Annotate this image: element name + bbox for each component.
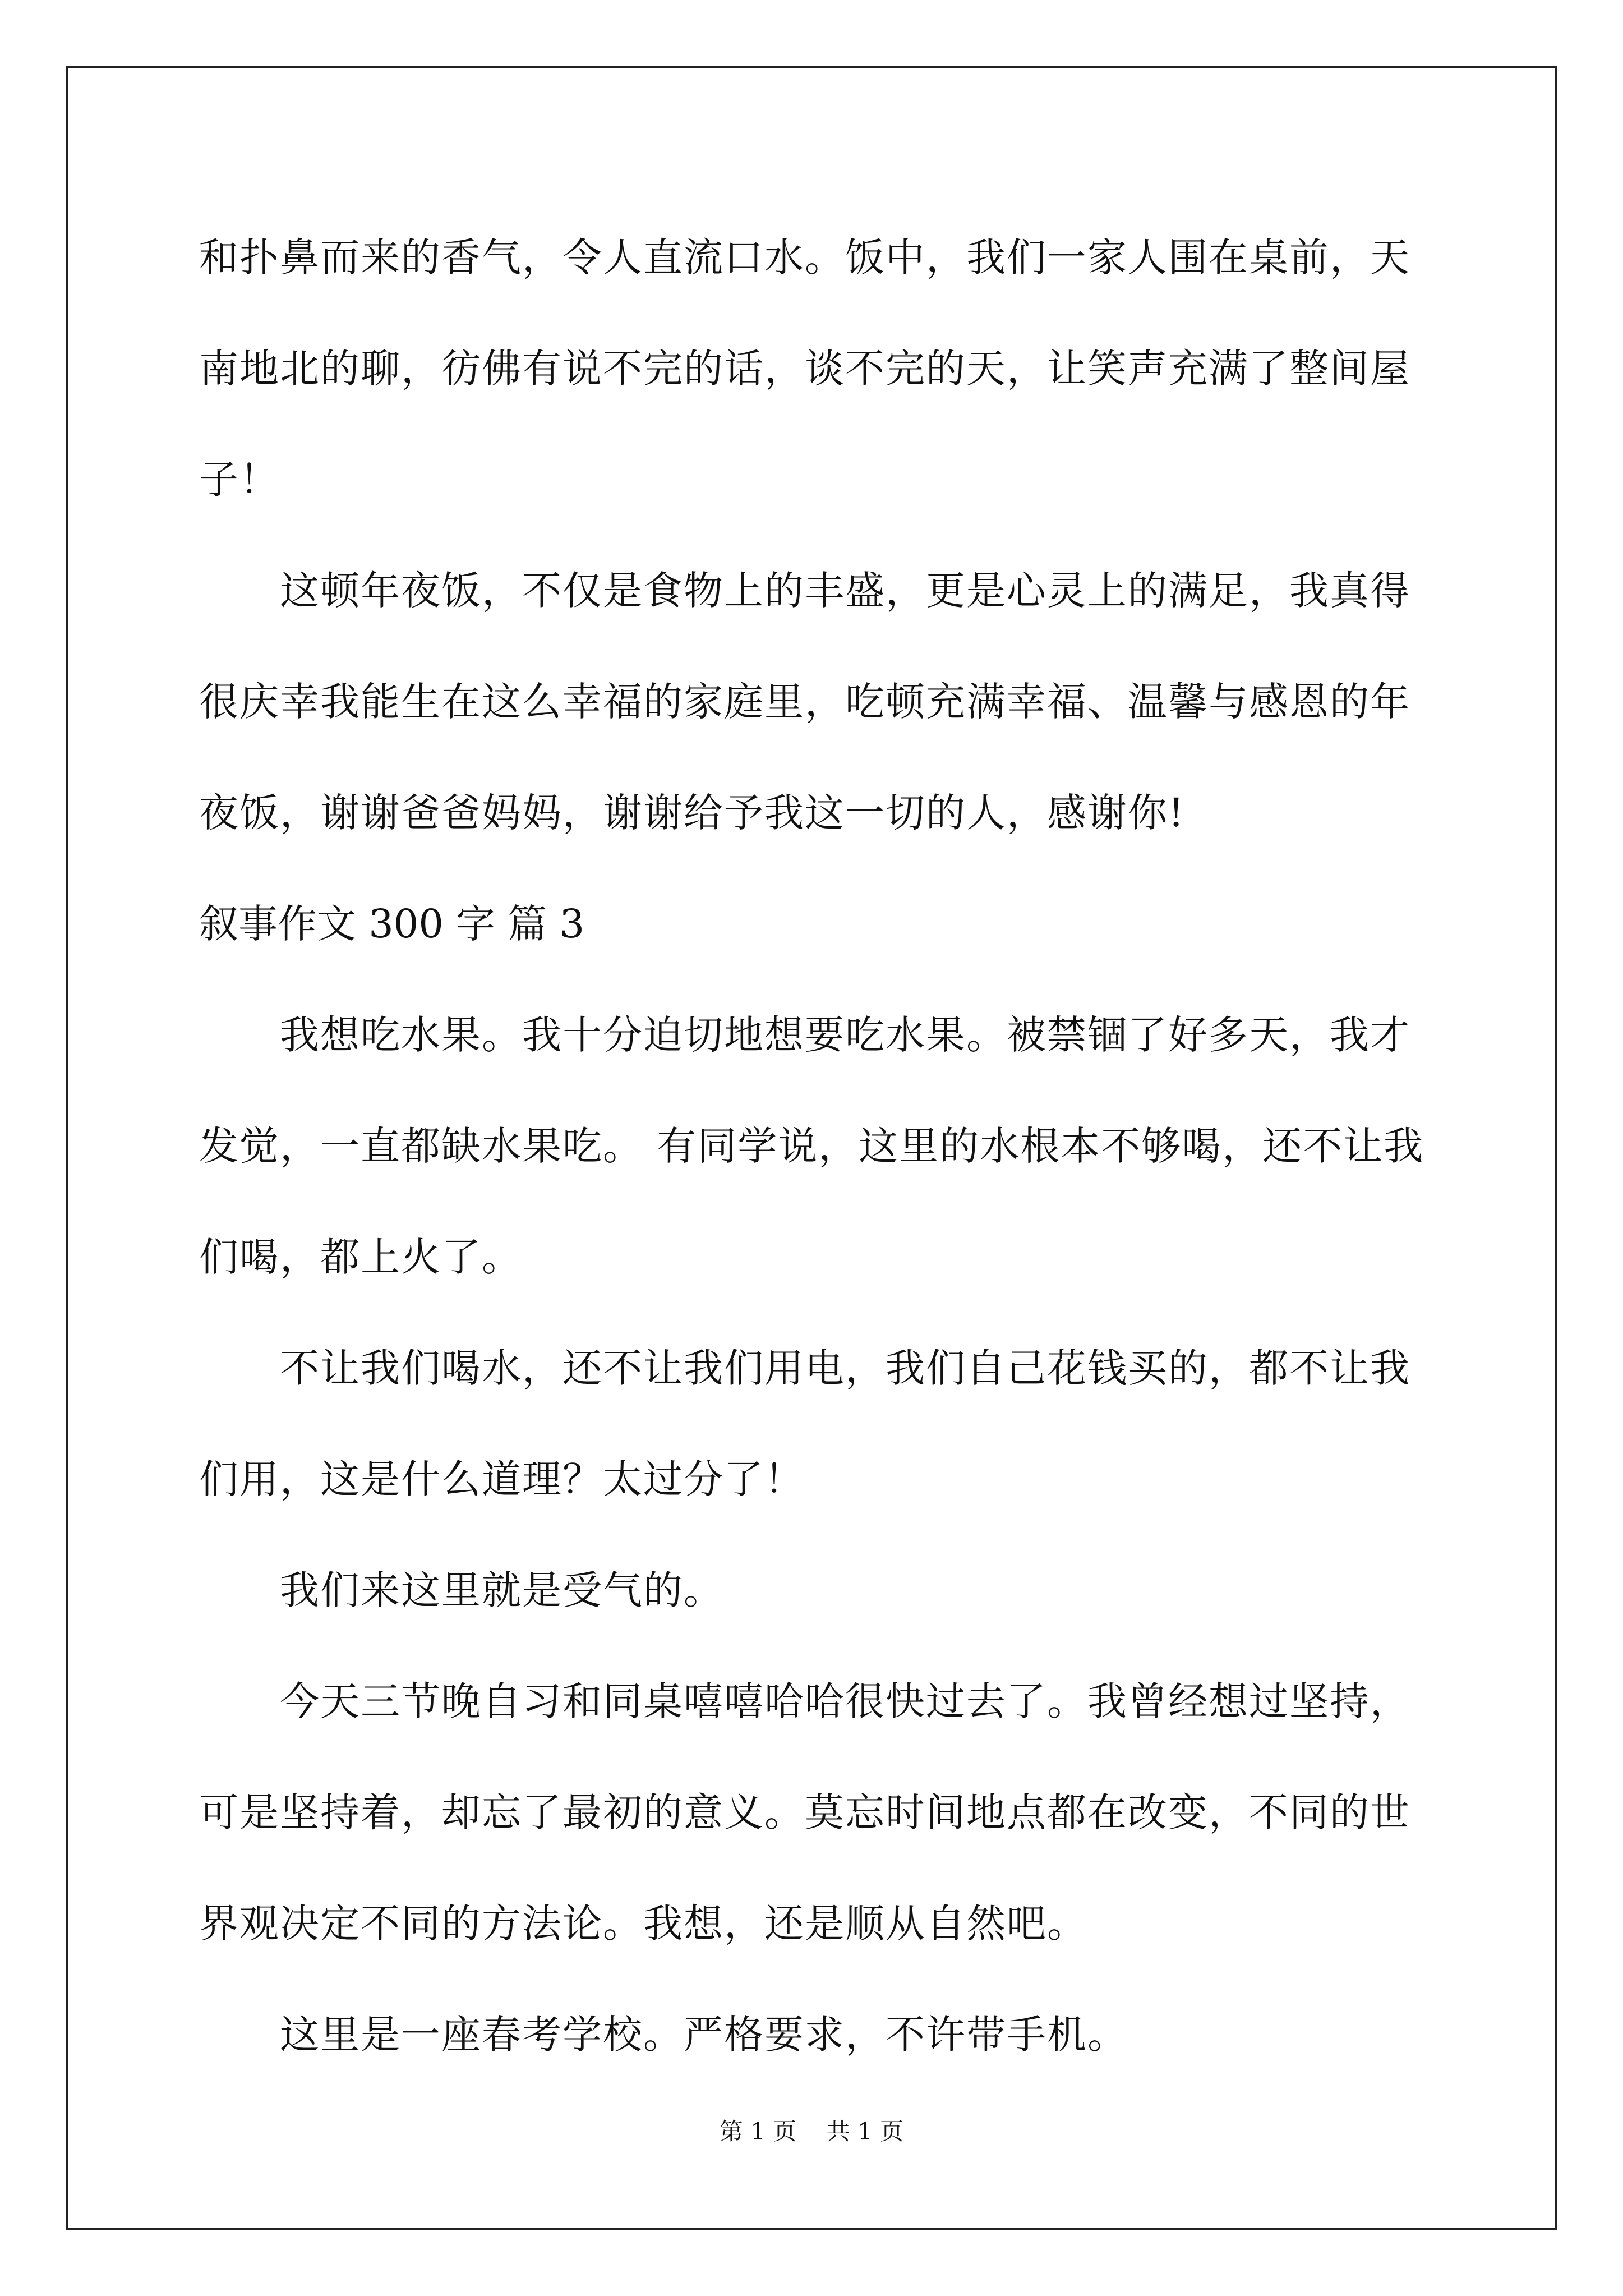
text-line: 这里是一座春考学校。严格要求，不许带手机。 bbox=[280, 2012, 1128, 2058]
page-footer: 第 1 页 共 1 页 bbox=[719, 2118, 904, 2145]
text-line: 界观决定不同的方法论。我想，还是顺从自然吧。 bbox=[199, 1901, 1087, 1947]
text-line: 们喝，都上火了。 bbox=[199, 1234, 522, 1280]
text-line: 和扑鼻而来的香气，令人直流口水。饭中，我们一家人围在桌前，天 bbox=[199, 234, 1410, 280]
document-body bbox=[199, 202, 1433, 2090]
text-line: 我想吃水果。我十分迫切地想要吃水果。被禁锢了好多天，我才 bbox=[280, 1012, 1410, 1058]
text-line: 发觉，一直都缺水果吃。 有同学说，这里的水根本不够喝，还不让我 bbox=[199, 1123, 1424, 1169]
text-line: 今天三节晚自习和同桌嘻嘻哈哈很快过去了。我曾经想过坚持， bbox=[280, 1678, 1410, 1724]
text-line: 不让我们喝水，还不让我们用电，我们自己花钱买的，都不让我 bbox=[280, 1345, 1410, 1391]
text-line: 夜饭，谢谢爸爸妈妈，谢谢给予我这一切的人，感谢你! bbox=[199, 790, 1186, 836]
section-heading: 叙事作文 300 字 篇 3 bbox=[199, 901, 585, 947]
text-line: 南地北的聊，彷佛有说不完的话，谈不完的天，让笑声充满了整间屋 bbox=[199, 346, 1410, 392]
text-line: 很庆幸我能生在这么幸福的家庭里，吃顿充满幸福、温馨与感恩的年 bbox=[199, 679, 1410, 725]
text-line: 子！ bbox=[199, 457, 280, 503]
text-line: 可是坚持着，却忘了最初的意义。莫忘时间地点都在改变，不同的世 bbox=[199, 1789, 1410, 1835]
text-line: 我们来这里就是受气的。 bbox=[280, 1567, 724, 1613]
text-line: 们用，这是什么道理？太过分了！ bbox=[199, 1456, 805, 1502]
text-line: 这顿年夜饭，不仅是食物上的丰盛，更是心灵上的满足，我真得 bbox=[280, 568, 1410, 614]
